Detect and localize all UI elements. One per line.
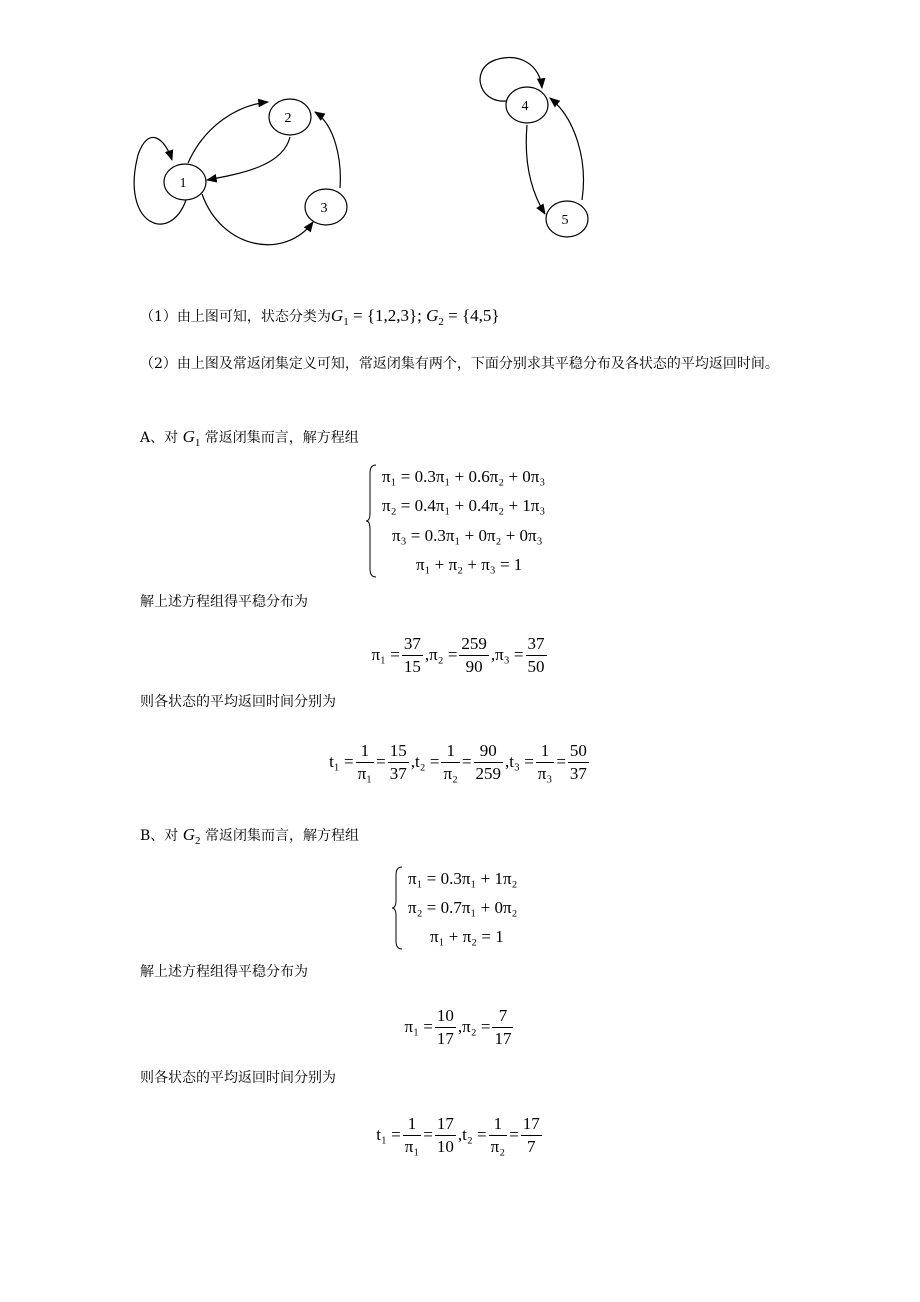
edge-5-4: [550, 98, 583, 200]
equation-row: π₁ = 0.3π₁ + 1π₂: [408, 869, 518, 888]
section-b-heading: B、对 $G_2$ 常返闭集而言，解方程组: [140, 825, 359, 847]
return-times-a: t₁ = $\frac{1}{\text{π₁}}$ = $\frac{15}{37}$ , t₂ = $\frac{1}{\text{π₂}}$ = $\frac{90}{259}$ , t₃ = $\frac{1}{\text{π₃}}$ = $\frac{50}{37}$: [329, 740, 587, 783]
equation-system-a: [366, 463, 545, 579]
equation-row: π₂ = 0.4π₁ + 0.4π₂ + 1π₃: [382, 496, 546, 516]
return-time-text-b: 则各状态的平均返回时间分别为: [140, 1070, 336, 1086]
edge-1-2: [188, 102, 268, 163]
edge-1-3: [202, 194, 313, 245]
edge-2-1: [207, 137, 290, 180]
node-label: 4: [521, 99, 529, 114]
edge-4-5: [526, 125, 545, 214]
stationary-distribution-a: π₁ = $\frac{37}{15}$ , π₂ = $\frac{259}{90}$ , π₃ = $\frac{37}{50}$: [371, 633, 545, 676]
paragraph-classification: （1）由上图可知，状态分类为$G_1 = \{1,2,3\}$; $G_2 = \{4,5\}$: [140, 306, 500, 328]
equation-system-b: [392, 865, 517, 951]
equation-row: π₂ = 0.7π₁ + 0π₂: [408, 898, 518, 917]
node-label: 5: [561, 213, 569, 228]
stationary-distribution-b: π₁ = $\frac{10}{17}$ , π₂ = $\frac{7}{17}$: [404, 1005, 512, 1048]
left-brace: [366, 463, 378, 579]
node-label: 2: [284, 111, 292, 126]
return-time-text-a: 则各状态的平均返回时间分别为: [140, 694, 336, 710]
state-diagram: [0, 0, 920, 290]
equation-row: π₁ + π₂ + π₃ = 1: [416, 554, 523, 574]
section-a-heading: A、对 $G_1$ 常返闭集而言，解方程组: [140, 427, 359, 449]
solve-text-a: 解上述方程组得平稳分布为: [140, 594, 308, 610]
edge-3-2: [315, 112, 340, 188]
return-times-b: t₁ = $\frac{1}{\text{π₁}}$ = $\frac{17}{10}$ , t₂ = $\frac{1}{\text{π₂}}$ = $\frac{17}{7}$: [376, 1113, 540, 1156]
solve-text-b: 解上述方程组得平稳分布为: [140, 964, 308, 980]
node-label: 3: [320, 201, 328, 216]
node-label: 1: [179, 176, 187, 191]
equation-row: π₃ = 0.3π₁ + 0π₂ + 0π₃: [392, 525, 543, 545]
equation-row: π₁ + π₂ = 1: [430, 927, 504, 946]
left-brace: [392, 865, 404, 951]
equation-row: π₁ = 0.3π₁ + 0.6π₂ + 0π₃: [382, 467, 546, 486]
paragraph-closed-sets: （2）由上图及常返闭集定义可知，常返闭集有两个，下面分别求其平稳分布及各状态的平均返回时间。: [140, 356, 779, 372]
